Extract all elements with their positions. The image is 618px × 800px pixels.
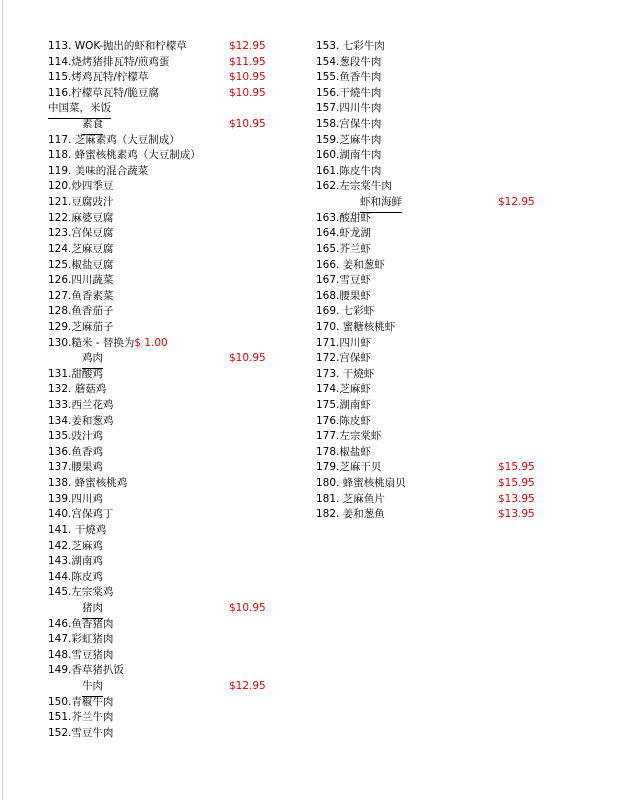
menu-item <box>48 492 278 508</box>
menu-item-price: $12.95 <box>229 40 266 52</box>
menu-item-label: 140.宫保鸡丁 <box>48 508 114 521</box>
menu-item-label: 132. 蘑菇鸡 <box>48 383 107 396</box>
menu-item <box>316 86 556 102</box>
menu-item <box>316 117 556 133</box>
menu-item-label: 181. 芝麻鱼片 <box>316 492 385 505</box>
menu-item <box>316 258 556 274</box>
menu-item-label: 152.雪豆牛肉 <box>48 726 114 739</box>
menu-item <box>48 211 278 227</box>
menu-item <box>48 164 278 180</box>
menu-item <box>316 460 556 476</box>
menu-item-label: 125.椒盐豆腐 <box>48 258 114 271</box>
menu-item-label: 129.芝麻茄子 <box>48 320 114 333</box>
menu-item <box>48 258 278 274</box>
menu-item-label: 159.芝麻牛肉 <box>316 133 382 146</box>
menu-item <box>48 148 278 164</box>
menu-item-label: 158.宫保牛肉 <box>316 118 382 131</box>
menu-item <box>316 101 556 117</box>
menu-item-label: 131.甜酸鸡 <box>48 367 103 380</box>
menu-item <box>316 336 556 352</box>
menu-item <box>48 179 278 195</box>
menu-item <box>48 320 278 336</box>
menu-item-label: 虾和海鲜 <box>360 195 402 213</box>
menu-section-header <box>48 351 278 367</box>
menu-item <box>48 133 278 149</box>
menu-item <box>316 429 556 445</box>
menu-item <box>316 70 556 86</box>
menu-item-label: 146.鱼香猪肉 <box>48 617 114 630</box>
menu-item-label: 121.豆腐豉汁 <box>48 196 114 209</box>
menu-section-header <box>316 195 556 211</box>
menu-item-label: 142.芝麻鸡 <box>48 539 103 552</box>
menu-item <box>48 476 278 492</box>
menu-item-label: 173. 干燒虾 <box>316 367 375 380</box>
menu-item <box>48 554 278 570</box>
menu-item-label: 151.芥兰牛肉 <box>48 711 114 724</box>
menu-item-label: 149.香草猪扒饭 <box>48 664 124 677</box>
menu-item <box>316 164 556 180</box>
menu-item <box>316 492 556 508</box>
menu-item-label: 156.干燒牛肉 <box>316 86 382 99</box>
menu-item <box>48 242 278 258</box>
menu-item-price: $12.95 <box>229 679 266 692</box>
menu-item-label: 177.左宗棠虾 <box>316 430 382 443</box>
menu-item-label: 182. 姜和葱鱼 <box>316 508 385 521</box>
menu-item <box>48 617 278 633</box>
menu-item-label: 鸡肉 <box>82 351 103 369</box>
menu-item <box>48 367 278 383</box>
menu-column-right <box>316 39 556 523</box>
menu-item <box>316 55 556 71</box>
menu-item-label: 171.四川虾 <box>316 336 371 349</box>
menu-item <box>48 39 278 55</box>
menu-item-label: 118. 蜂蜜核桃素鸡（大豆制成） <box>48 149 201 162</box>
menu-item-label: 素食 <box>82 117 103 135</box>
menu-item-price: $10.95 <box>229 86 266 99</box>
menu-item-label: 135.豉汁鸡 <box>48 430 103 443</box>
menu-item-label: 157.四川牛肉 <box>316 102 382 115</box>
menu-item-label: 124.芝麻豆腐 <box>48 242 114 255</box>
menu-item-price: $11.95 <box>229 55 266 68</box>
menu-item-label: 134.姜和葱鸡 <box>48 414 114 427</box>
menu-item <box>48 382 278 398</box>
menu-item <box>48 570 278 586</box>
menu-column-left <box>48 39 278 741</box>
menu-item <box>316 211 556 227</box>
menu-item-label: 170. 蜜糖核桃虾 <box>316 320 396 333</box>
menu-item <box>48 226 278 242</box>
menu-item-label: 176.陈皮虾 <box>316 414 371 427</box>
menu-item-label: 139.四川鸡 <box>48 492 103 505</box>
menu-item-label: 牛肉 <box>82 679 103 697</box>
menu-item <box>316 179 556 195</box>
menu-item <box>48 648 278 664</box>
menu-item-label: 138. 蜂蜜核桃鸡 <box>48 477 128 490</box>
menu-item <box>48 398 278 414</box>
menu-item <box>48 710 278 726</box>
menu-item <box>48 585 278 601</box>
menu-item-label: 175.湖南虾 <box>316 399 371 412</box>
menu-item <box>48 523 278 539</box>
menu-item <box>48 414 278 430</box>
menu-item <box>316 367 556 383</box>
menu-item <box>48 632 278 648</box>
menu-section-header <box>48 101 278 117</box>
menu-item <box>48 460 278 476</box>
menu-item <box>48 663 278 679</box>
menu-item <box>316 507 556 523</box>
menu-item-label: 162.左宗棠牛肉 <box>316 180 392 193</box>
menu-item-label: 178.椒盐虾 <box>316 445 371 458</box>
menu-item <box>316 273 556 289</box>
menu-item-label: 154.葱段牛肉 <box>316 55 382 68</box>
menu-item <box>316 382 556 398</box>
menu-item-label: 119. 美味的混合蔬菜 <box>48 164 149 177</box>
menu-item-price: $12.95 <box>498 196 535 209</box>
menu-item-price: $10.95 <box>229 601 266 614</box>
menu-item-label: 113. WOK-抛出的虾和柠檬草 <box>48 40 187 52</box>
menu-item <box>48 445 278 461</box>
menu-item-label: 猪肉 <box>82 601 103 619</box>
menu-item-label: 114.烧烤猪排瓦特/煎鸡蛋 <box>48 55 170 68</box>
menu-item <box>316 39 556 55</box>
menu-item <box>48 336 278 352</box>
menu-item <box>316 242 556 258</box>
menu-item-label: 155.鱼香牛肉 <box>316 71 382 84</box>
menu-item-price: $10.95 <box>229 71 266 84</box>
menu-item-label: 169. 七彩虾 <box>316 305 375 318</box>
menu-item <box>48 273 278 289</box>
menu-item <box>48 726 278 742</box>
menu-item-label: 122.麻婆豆腐 <box>48 211 114 224</box>
menu-item-price: $10.95 <box>229 352 266 365</box>
menu-item-label: 中国菜，米饭 <box>48 101 111 119</box>
menu-item <box>316 351 556 367</box>
menu-item-label: 150.青椒牛肉 <box>48 695 114 708</box>
menu-item-label: 126.四川蔬菜 <box>48 274 114 287</box>
menu-item-label: 145.左宗棠鸡 <box>48 586 114 599</box>
menu-item <box>48 289 278 305</box>
menu-item-label: 144.陈皮鸡 <box>48 570 103 583</box>
menu-item <box>48 55 278 71</box>
menu-item <box>48 304 278 320</box>
menu-item-label: 136.鱼香鸡 <box>48 445 103 458</box>
menu-item <box>316 289 556 305</box>
menu-item-label: 130.糙米 - 替换为$ 1.00 <box>48 336 168 349</box>
menu-item <box>48 695 278 711</box>
menu-item <box>48 429 278 445</box>
menu-item-label: 167.雪豆虾 <box>316 274 371 287</box>
menu-item-label: 117. 芝麻素鸡（大豆制成） <box>48 133 180 146</box>
menu-item <box>316 304 556 320</box>
menu-item <box>48 70 278 86</box>
menu-section-header <box>48 601 278 617</box>
menu-item-label: 147.彩虹猪肉 <box>48 633 114 646</box>
menu-item-price: $10.95 <box>229 118 266 131</box>
menu-item-label: 133.西兰花鸡 <box>48 399 114 412</box>
menu-item-price: $13.95 <box>498 492 535 505</box>
menu-item-label: 160.湖南牛肉 <box>316 149 382 162</box>
menu-item <box>48 195 278 211</box>
menu-item-price: $15.95 <box>498 477 535 490</box>
menu-item <box>316 133 556 149</box>
menu-item <box>316 414 556 430</box>
menu-item-label: 127.鱼香素菜 <box>48 289 114 302</box>
menu-item-price: $13.95 <box>498 508 535 521</box>
menu-item <box>48 86 278 102</box>
menu-item-label: 180. 蜂蜜核桃扇贝 <box>316 477 406 490</box>
menu-item <box>316 148 556 164</box>
menu-item-label: 120.炒四季豆 <box>48 180 114 193</box>
menu-item-label: 115.烤鸡瓦特/柠檬草 <box>48 71 149 84</box>
menu-item-label: 174.芝麻虾 <box>316 383 371 396</box>
menu-item-label: 168.腰果虾 <box>316 289 371 302</box>
menu-item <box>316 476 556 492</box>
menu-item <box>316 320 556 336</box>
menu-item-label: 172.宫保虾 <box>316 352 371 365</box>
menu-item-label: 128.鱼香茄子 <box>48 305 114 318</box>
menu-item-label: 153. 七彩牛肉 <box>316 40 385 52</box>
menu-item-label: 141. 干燒鸡 <box>48 523 107 536</box>
menu-item-label: 161.陈皮牛肉 <box>316 164 382 177</box>
menu-item-surcharge: $ 1.00 <box>134 336 168 349</box>
menu-item-label: 179.芝麻干贝 <box>316 461 382 474</box>
menu-item <box>316 445 556 461</box>
menu-item-label: 165.芥兰虾 <box>316 242 371 255</box>
menu-item-label: 137.腰果鸡 <box>48 461 103 474</box>
menu-item-label: 163.酸甜虾 <box>316 211 371 224</box>
menu-item-label: 143.湖南鸡 <box>48 555 103 568</box>
menu-item-price: $15.95 <box>498 461 535 474</box>
menu-item <box>48 539 278 555</box>
menu-section-header <box>48 117 278 133</box>
menu-item-label: 164.虾龙湖 <box>316 227 371 240</box>
menu-item <box>48 507 278 523</box>
menu-item-label: 123.宫保豆腐 <box>48 227 114 240</box>
menu-item-label: 148.雪豆猪肉 <box>48 648 114 661</box>
menu-item-label: 116.柠檬草瓦特/脆豆腐 <box>48 86 159 99</box>
menu-item <box>316 226 556 242</box>
menu-item-label: 166. 姜和葱虾 <box>316 258 385 271</box>
menu-item <box>316 398 556 414</box>
menu-section-header <box>48 679 278 695</box>
